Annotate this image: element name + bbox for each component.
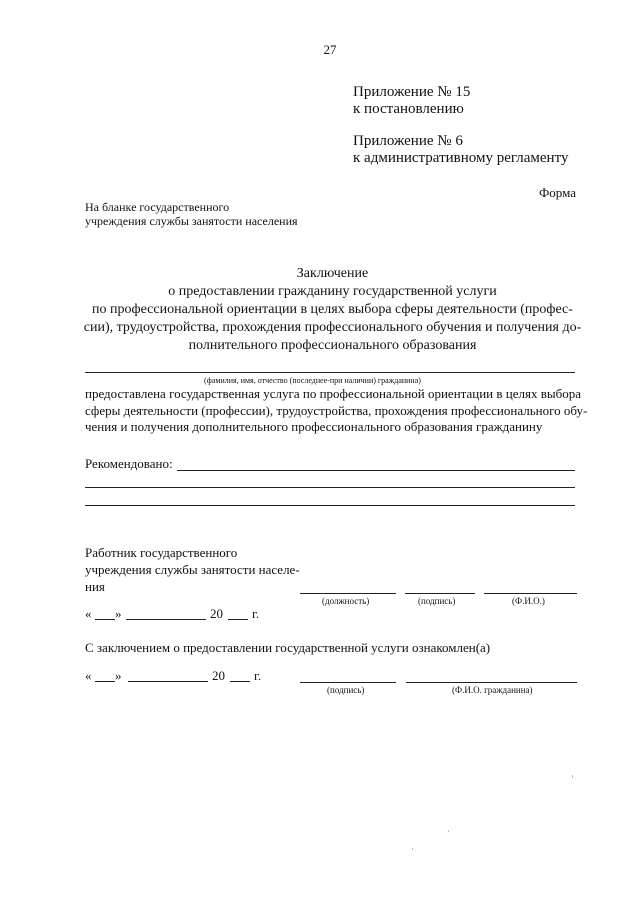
date2-year-line[interactable] [230, 681, 250, 682]
date-year-suffix: г. [252, 606, 260, 621]
appendix-line-4: к административному регламенту [353, 150, 569, 166]
date2-year-prefix: 20 [212, 668, 225, 683]
fio-line[interactable] [484, 593, 577, 594]
signature-caption: (подпись) [418, 596, 456, 606]
scan-speck [412, 848, 413, 850]
date-open-quote: « [85, 606, 92, 621]
statement-line-1: предоставлена государственная услуга по профессиональной ориентации в целях выбора [85, 386, 581, 401]
date-day-line[interactable] [95, 619, 115, 620]
worker-line-2: учреждения службы занятости населе- [85, 562, 300, 577]
scan-speck [572, 775, 573, 778]
date-close-quote: » [115, 606, 122, 621]
title-line-2: о предоставлении гражданину государственной услуги [168, 284, 497, 299]
statement-line-3: чения и получения дополнительного профессионального образования гражданину [85, 419, 543, 434]
date2-open-quote: « [85, 668, 92, 683]
citizen-fio-caption: (Ф.И.О. гражданина) [452, 685, 533, 695]
citizen-name-line[interactable] [85, 372, 575, 373]
appendix-line-2: к постановлению [353, 101, 464, 117]
date2-close-quote: » [115, 668, 122, 683]
date2-day-line[interactable] [95, 681, 115, 682]
date-year-line[interactable] [228, 619, 248, 620]
date2-month-line[interactable] [128, 681, 208, 682]
title-line-4: сии), трудоустройства, прохождения профессионального обучения и получения до- [83, 320, 582, 335]
signature-line[interactable] [405, 593, 475, 594]
worker-line-3: ния [85, 579, 105, 594]
citizen-fio-line[interactable] [406, 682, 577, 683]
title-line-3: по профессиональной ориентации в целях выбора сферы деятельности (профес- [92, 302, 573, 317]
date2-year-suffix: г. [254, 668, 262, 683]
position-line[interactable] [300, 593, 396, 594]
citizen-name-caption: (фамилия, имя, отчество (последнее-при наличии) гражданина) [204, 376, 421, 385]
blank-note-line-2: учреждения службы занятости населения [85, 214, 298, 228]
page-number: 27 [323, 42, 337, 57]
acknowledged-text: С заключением о предоставлении государственной услуги ознакомлен(а) [85, 640, 491, 655]
title-line-5: полнительного профессионального образования [188, 338, 477, 353]
scan-speck [448, 830, 449, 832]
recommended-label: Рекомендовано: [85, 456, 173, 471]
recommended-line-2[interactable] [85, 487, 575, 488]
blank-note-line-1: На бланке государственного [85, 200, 230, 214]
citizen-signature-line[interactable] [300, 682, 396, 683]
date-year-prefix: 20 [210, 606, 223, 621]
document-title: Заключение [296, 266, 369, 281]
worker-line-1: Работник государственного [85, 545, 238, 560]
position-caption: (должность) [322, 596, 370, 606]
statement-line-2: сферы деятельности (профессии), трудоустройства, прохождения профессионального обу- [85, 403, 588, 418]
date-month-line[interactable] [126, 619, 206, 620]
recommended-line-1[interactable] [177, 470, 575, 471]
form-label: Форма [539, 185, 576, 200]
fio-caption: (Ф.И.О.) [512, 596, 545, 606]
citizen-signature-caption: (подпись) [327, 685, 365, 695]
appendix-line-3: Приложение № 6 [353, 133, 463, 149]
recommended-line-3[interactable] [85, 505, 575, 506]
appendix-line-1: Приложение № 15 [353, 84, 471, 100]
